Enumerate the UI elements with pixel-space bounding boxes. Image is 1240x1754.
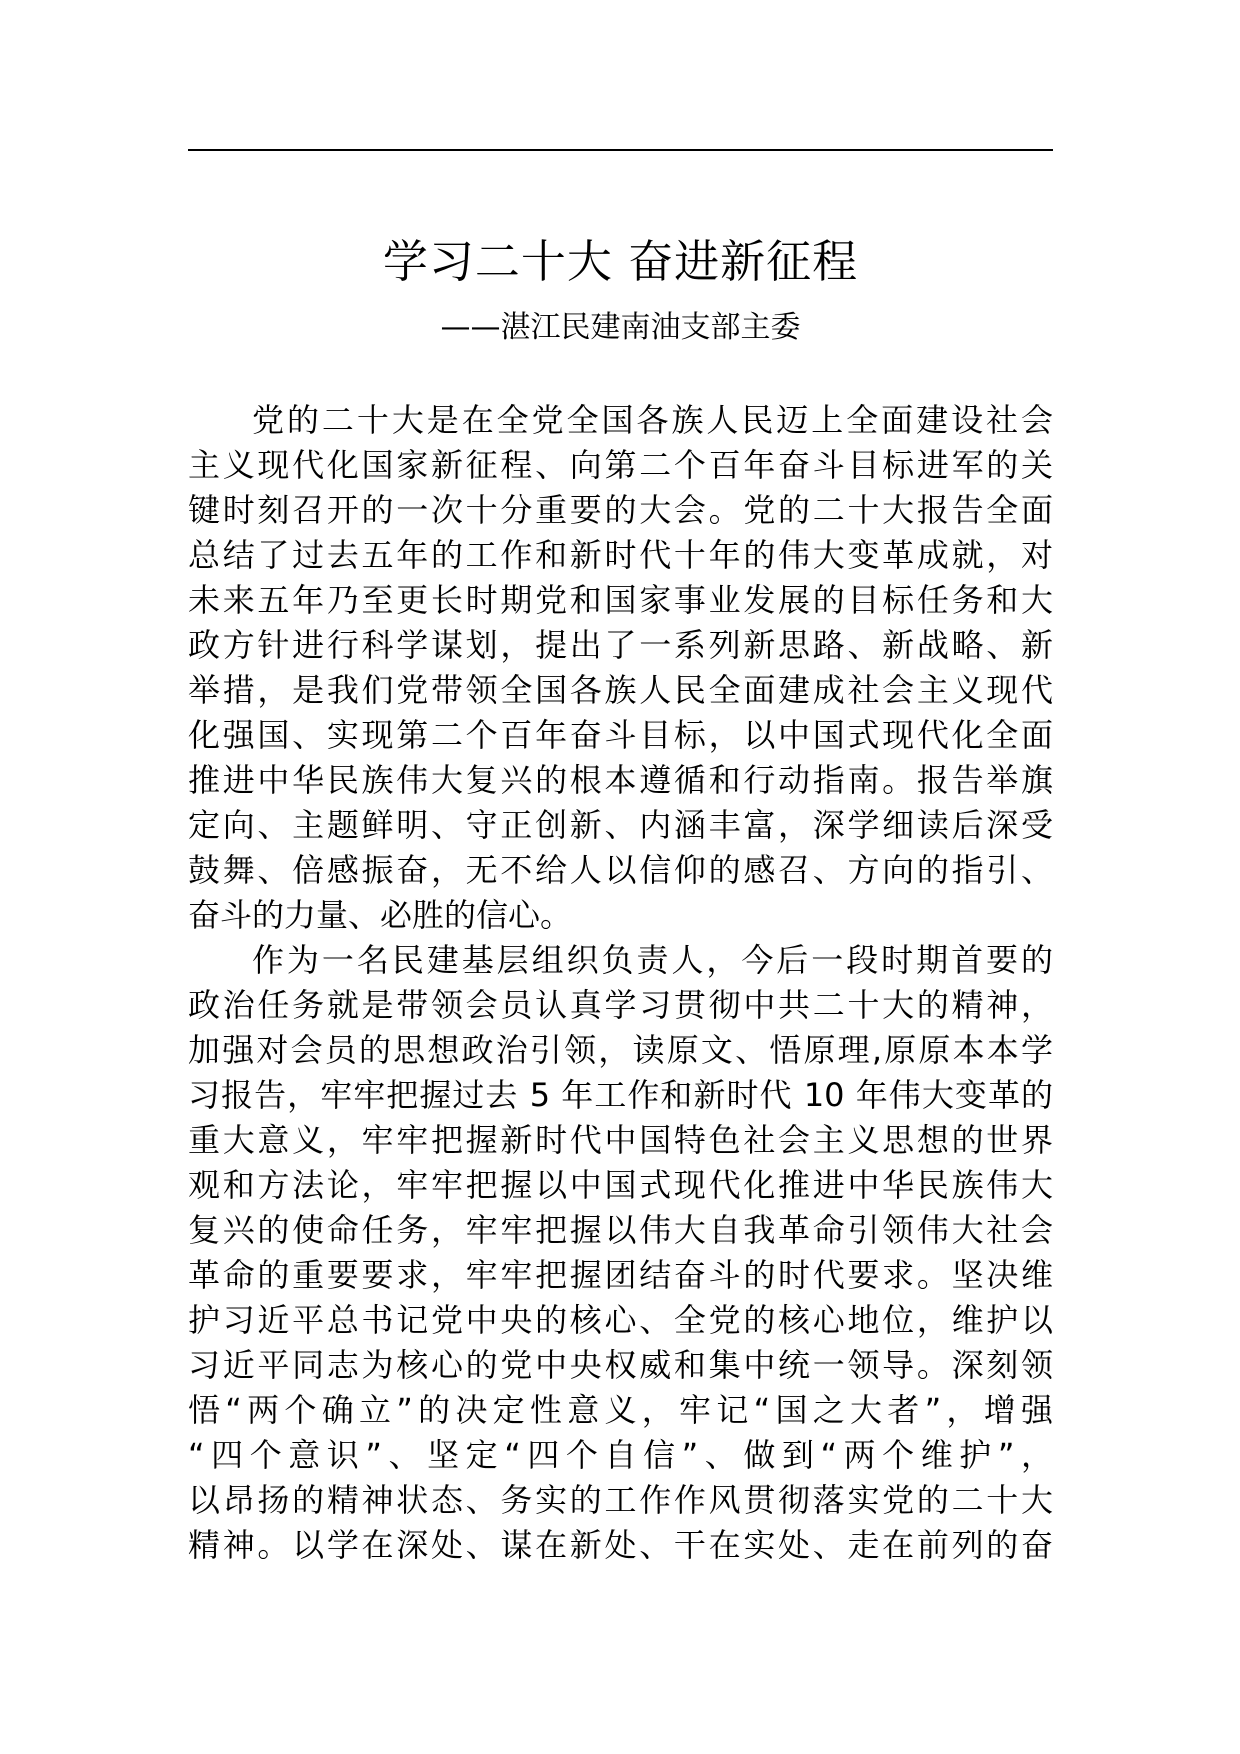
text-line: 护习近平总书记党中央的核心、全党的核心地位，维护以 <box>188 1301 1053 1339</box>
text-line: 作为一名民建基层组织负责人，今后一段时期首要的 <box>252 941 1053 979</box>
text-line: 举措，是我们党带领全国各族人民全面建成社会主义现代 <box>188 671 1053 709</box>
text-line: 复兴的使命任务，牢牢把握以伟大自我革命引领伟大社会 <box>188 1211 1053 1249</box>
text-line: “四个意识”、坚定“四个自信”、做到“两个维护”， <box>188 1436 1053 1474</box>
text-line: 习报告，牢牢把握过去 5 年工作和新时代 10 年伟大变革的 <box>188 1076 1053 1114</box>
document-body <box>188 398 1053 1568</box>
text-line: 主义现代化国家新征程、向第二个百年奋斗目标进军的关 <box>188 446 1053 484</box>
text-line: 奋斗的力量、必胜的信心。 <box>188 896 573 934</box>
header-rule <box>188 149 1053 151</box>
text-line: 政治任务就是带领会员认真学习贯彻中共二十大的精神， <box>188 986 1053 1024</box>
text-line: 鼓舞、倍感振奋，无不给人以信仰的感召、方向的指引、 <box>188 851 1053 889</box>
text-line: 悟“两个确立”的决定性意义，牢记“国之大者”，增强 <box>188 1391 1053 1429</box>
text-line: 观和方法论，牢牢把握以中国式现代化推进中华民族伟大 <box>188 1166 1053 1204</box>
text-line: 精神。以学在深处、谋在新处、干在实处、走在前列的奋 <box>188 1526 1053 1564</box>
text-line: 总结了过去五年的工作和新时代十年的伟大变革成就，对 <box>188 536 1053 574</box>
document-subtitle: ——湛江民建南油支部主委 <box>440 310 801 345</box>
text-line: 党的二十大是在全党全国各族人民迈上全面建设社会 <box>252 401 1053 439</box>
text-line: 政方针进行科学谋划，提出了一系列新思路、新战略、新 <box>188 626 1053 664</box>
document-title: 学习二十大 奋进新征程 <box>382 235 859 288</box>
text-line: 加强对会员的思想政治引领，读原文、悟原理,原原本本学 <box>188 1031 1053 1069</box>
text-line: 习近平同志为核心的党中央权威和集中统一领导。深刻领 <box>188 1346 1053 1384</box>
text-line: 以昂扬的精神状态、务实的工作作风贯彻落实党的二十大 <box>188 1481 1053 1519</box>
text-line: 重大意义，牢牢把握新时代中国特色社会主义思想的世界 <box>188 1121 1053 1159</box>
text-line: 未来五年乃至更长时期党和国家事业发展的目标任务和大 <box>188 581 1053 619</box>
text-line: 键时刻召开的一次十分重要的大会。党的二十大报告全面 <box>188 491 1053 529</box>
text-line: 化强国、实现第二个百年奋斗目标，以中国式现代化全面 <box>188 716 1053 754</box>
text-line: 定向、主题鲜明、守正创新、内涵丰富，深学细读后深受 <box>188 806 1053 844</box>
text-line: 推进中华民族伟大复兴的根本遵循和行动指南。报告举旗 <box>188 761 1053 799</box>
text-line: 革命的重要要求，牢牢把握团结奋斗的时代要求。坚决维 <box>188 1256 1053 1294</box>
